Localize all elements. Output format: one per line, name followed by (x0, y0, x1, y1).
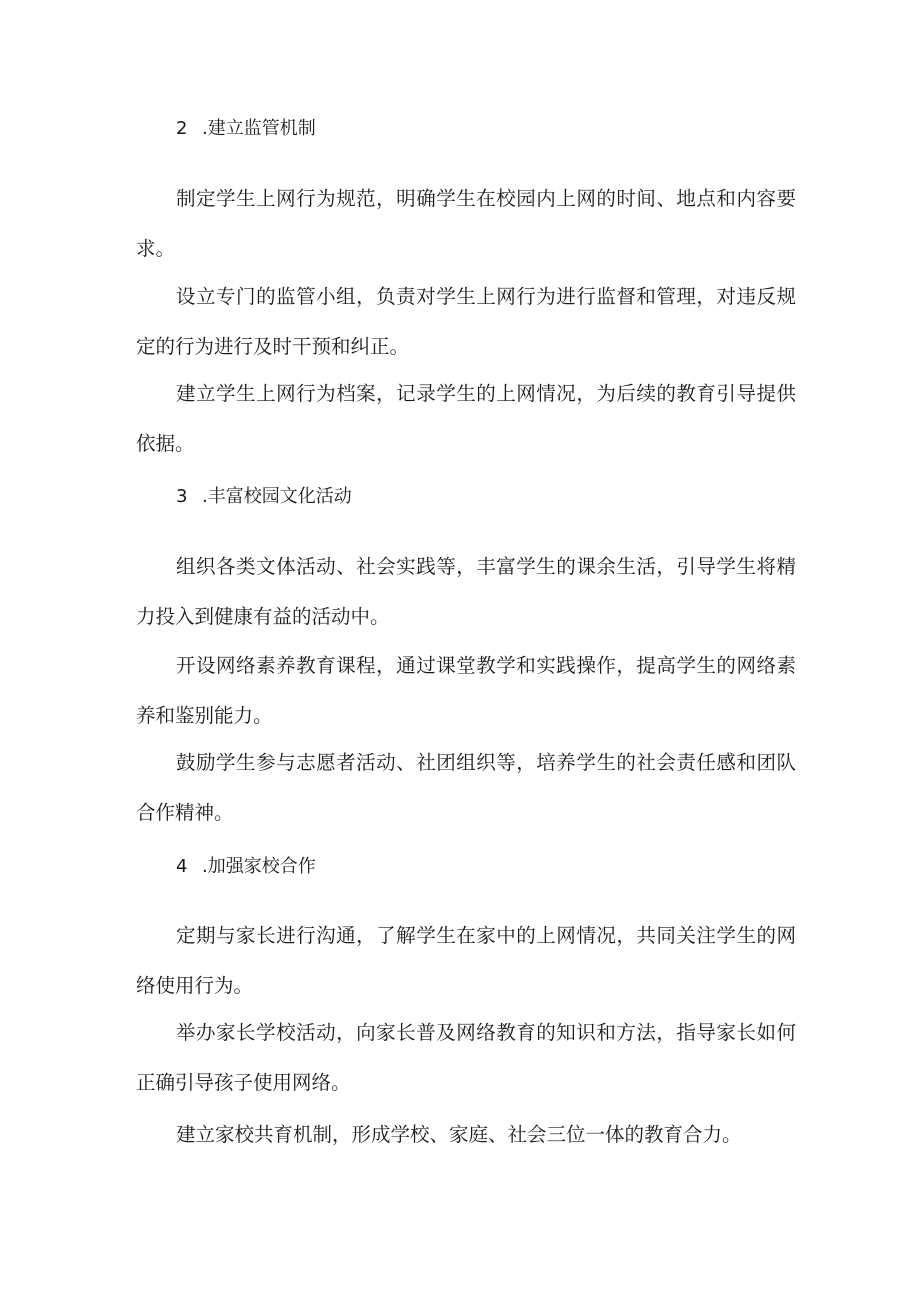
section-number: 4 (176, 856, 188, 877)
section-title: .建立监管机制 (202, 118, 316, 139)
section-number: 3 (176, 486, 188, 507)
paragraph: 定期与家长进行沟通，了解学生在家中的上网情况，共同关注学生的网络使用行为。 (136, 924, 796, 997)
paragraph: 举办家长学校活动，向家长普及网络教育的知识和方法，指导家长如何正确引导孩子使用网络。 (136, 1021, 796, 1094)
paragraph: 设立专门的监管小组，负责对学生上网行为进行监督和管理，对违反规定的行为进行及时干预和纠正。 (136, 285, 796, 358)
section-heading-2 (176, 117, 316, 141)
section-heading-3 (176, 485, 352, 509)
section-title: .加强家校合作 (202, 856, 316, 877)
paragraph: 建立学生上网行为档案，记录学生的上网情况，为后续的教育引导提供依据。 (136, 382, 796, 455)
paragraph: 制定学生上网行为规范，明确学生在校园内上网的时间、地点和内容要求。 (136, 187, 796, 260)
paragraph: 开设网络素养教育课程，通过课堂教学和实践操作，提高学生的网络素养和鉴别能力。 (136, 654, 796, 727)
paragraph: 鼓励学生参与志愿者活动、社团组织等，培养学生的社会责任感和团队合作精神。 (136, 751, 796, 824)
section-title: .丰富校园文化活动 (202, 486, 352, 507)
section-number: 2 (176, 118, 188, 139)
paragraph: 组织各类文体活动、社会实践等，丰富学生的课余生活，引导学生将精力投入到健康有益的活动中。 (136, 555, 796, 628)
paragraph: 建立家校共育机制，形成学校、家庭、社会三位一体的教育合力。 (176, 1123, 742, 1146)
section-heading-4 (176, 855, 316, 879)
